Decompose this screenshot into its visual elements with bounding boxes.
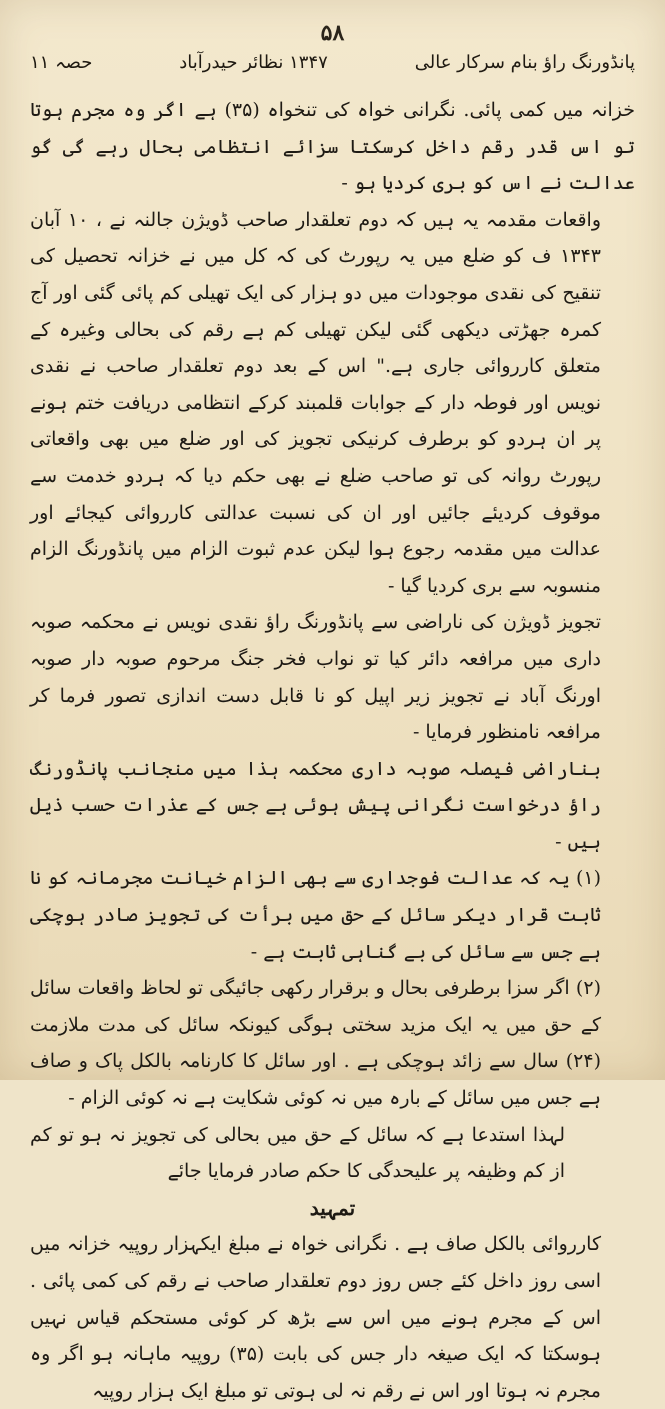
running-header (30, 52, 635, 82)
paragraph-revision: بناراضی فیصلہ صوبہ داری محکمہ ہذا میں منجانب پانڈورنگ راؤ درخواست نگرانی پیش ہوئی ہے جس کے عذرات حسب ذیل ہیں - (30, 757, 601, 853)
paragraph-ground-1: (۱) یہ کہ عدالت فوجداری سے بھی الزام خیانت مجرمانہ کو نا ثابت قرار دیکر سائل کے حق میں برأت کی تجویز صادر ہوچکی ہے جس سے سائل کی بے گناہی ثابت ہے - (30, 867, 601, 963)
header-part: حصہ ۱۱ (30, 52, 93, 73)
paragraph-appeal: تجویز ڈویژن کی ناراضی سے پانڈورنگ راؤ نقدی نویس نے محکمہ صوبہ داری میں مرافعہ دائر کیا تو نواب فخر جنگ مرحوم صوبہ دار صوبہ اورنگ آباد نے تجویز زیر اپیل کو نا قابل دست اندازی تصور فرما کر مرافعہ نامنظور فرمایا - (30, 611, 601, 744)
paragraph-ground-2: (۲) اگر سزا برطرفی بحال و برقرار رکھی جائیگی تو لحاظ واقعات سائل کے حق میں یہ ایک مزید سختی ہوگی کیونکہ سائل کی مدت ملازمت (۲۴) سال سے زائد ہوچکی ہے . اور سائل کا کارنامہ بالکل پاک و صاف ہے جس میں سائل کے بارہ میں نہ کوئی شکایت ہے نہ کوئی الزام - (30, 977, 601, 1110)
paragraph-facts: واقعات مقدمہ یہ ہیں کہ دوم تعلقدار صاحب ڈویژن جالنہ نے ، ۱۰ آبان ۱۳۴۳ ف کو ضلع میں یہ رپورٹ کی کہ کل میں نے خزانہ تحصیل کی تنقیح کی نقدی موجودات میں دو ہزار کی ایک تھیلی کم پائی گئی اور آج کمرہ جھڑتی دیکھی گئی لیکن تھیلی کم ہے رقم کی بحالی وغیرہ کے متعلق کارروائی جاری ہے." اس کے بعد دوم تعلقدار صاحب نے نقدی نویس اور فوطہ دار کے جوابات قلمبند کرکے انتظامی دریافت ختم ہونے پر ان ہردو کو برطرف کرنیکی تجویز کی اور ضلع میں بھی واقعاتی رپورٹ روانہ کی تو صاحب ضلع نے بھی حکم دیا کہ ہردو خدمت سے موقوف کردیئے جائیں اور ان کی نسبت عدالتی کارروائی کیجائے اور عدالت میں مقدمہ رجوع ہوا لیکن عدم ثبوت الزام میں پانڈورنگ الزام منسوبہ سے بری کردیا گیا - (30, 208, 601, 597)
document-body (30, 92, 635, 1409)
paragraph-judgment: کارروائی بالکل صاف ہے . نگرانی خواہ نے مبلغ ایکہزار روپیہ خزانہ میں اسی روز داخل کئے جس روز دوم تعلقدار صاحب نے رقم کی کمی پائی . اس کے مجرم ہونے میں اس سے بڑھ کر کوئی مستحکم قیاس نہیں ہوسکتا کہ ایک صیغہ دار جس کی بابت (۳۵) روپیہ ماہانہ ہو اگر وہ مجرم نہ ہوتا اور اس نے رقم نہ لی ہوتی تو مبلغ ایک ہزار روپیہ (30, 1233, 601, 1402)
header-reporter: ۱۳۴۷ نظائر حیدرآباد (179, 52, 328, 73)
section-heading: تمہید (309, 1195, 356, 1220)
header-case-title: پانڈورنگ راؤ بنام سرکار عالی (414, 52, 635, 73)
paragraph-prayer: لہذا استدعا ہے کہ سائل کے حق میں بحالی کی تجویز نہ ہو تو کم از کم وظیفہ پر علیحدگی کا حکم صادر فرمایا جائے (30, 1123, 565, 1183)
paragraph-headnote: خزانہ میں کمی پائی. نگرانی خواہ کی تنخواہ (۳۵) ہے اگر وہ مجرم ہوتا تو اس قدر رقم داخل کرسکتا سزائے انتظامی بحال رہے گی گو عدالت نے اس کو بری کردیا ہو - (30, 99, 635, 195)
page-number: ۵۸ (320, 20, 345, 46)
